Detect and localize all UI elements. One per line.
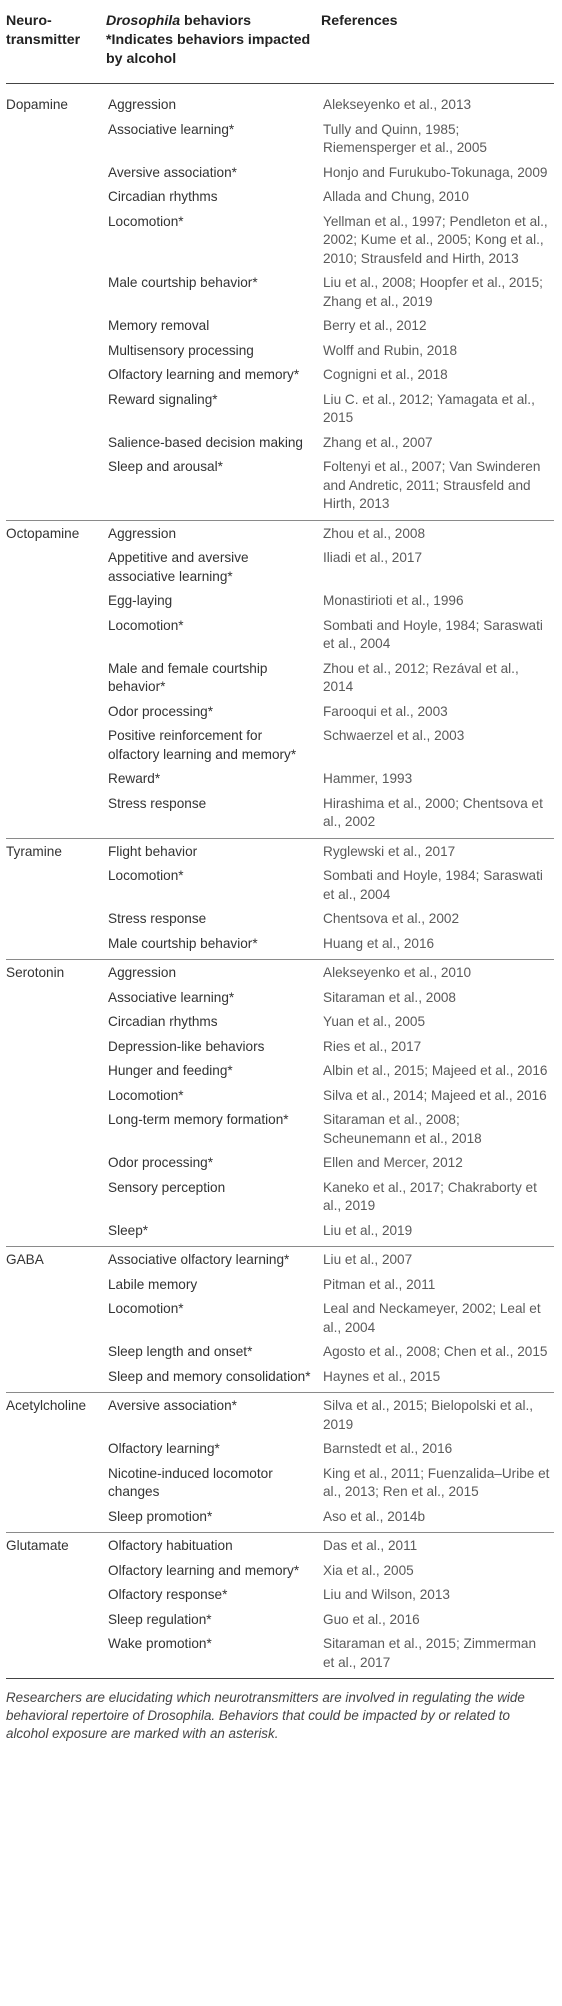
table-row	[6, 1533, 554, 1559]
reference-cell: Cognigni et al., 2018	[323, 367, 448, 382]
neurotransmitter-cell	[6, 1340, 106, 1365]
table-row	[6, 1608, 554, 1633]
table-row	[6, 1297, 554, 1340]
behavior-cell: Male and female courtship behavior*	[108, 660, 268, 694]
neurotransmitter-cell: Serotonin	[6, 965, 65, 980]
reference-cell: Farooqui et al., 2003	[323, 703, 448, 719]
behavior-cell: Sleep length and onset*	[108, 1344, 253, 1359]
neurotransmitter-cell	[6, 1608, 106, 1633]
table-row	[6, 1151, 554, 1176]
reference-cell: Liu C. et al., 2012; Yamagata et al., 2015	[323, 391, 535, 425]
table-row	[6, 1437, 554, 1462]
reference-cell: Liu et al., 2007	[323, 1252, 413, 1267]
table-row	[6, 1505, 554, 1533]
behavior-cell: Egg-laying	[108, 593, 173, 608]
reference-cell: Iliadi et al., 2017	[323, 550, 422, 565]
neurotransmitter-cell: Octopamine	[6, 525, 80, 541]
reference-cell: Xia et al., 2005	[323, 1562, 414, 1578]
neurotransmitter-cell	[6, 864, 106, 907]
neurotransmitter-cell	[6, 161, 106, 186]
behavior-cell: Locomotion*	[108, 1301, 184, 1316]
neurotransmitter-cell	[6, 1583, 106, 1608]
behavior-cell: Olfactory response*	[108, 1587, 228, 1602]
neurotransmitter-cell	[6, 986, 106, 1011]
table-row	[6, 838, 554, 864]
behavior-cell: Aggression	[108, 525, 177, 541]
table-row	[6, 339, 554, 364]
neurotransmitter-cell	[6, 589, 106, 614]
behavior-cell: Sleep*	[106, 1219, 321, 1247]
reference-cell: King et al., 2011; Fuenzalida–Uribe et al., 2013; Ren et al., 2015	[323, 1465, 550, 1499]
reference-cell: Sombati and Hoyle, 1984; Saraswati et al., 2004	[323, 868, 543, 902]
reference-cell: Huang et al., 2016	[321, 932, 554, 960]
neurotransmitter-cell	[6, 1505, 106, 1533]
neurotransmitter-cell: Glutamate	[6, 1538, 69, 1553]
neurotransmitter-cell	[6, 1151, 106, 1176]
neurotransmitter-cell	[6, 767, 106, 792]
neurotransmitter-cell	[6, 1010, 106, 1035]
header-behaviors	[106, 0, 321, 84]
table-row	[6, 1219, 554, 1247]
neurotransmitter-cell	[6, 271, 106, 314]
table-row	[6, 589, 554, 614]
table-row	[6, 1084, 554, 1109]
reference-cell: Alekseyenko et al., 2013	[323, 97, 472, 112]
table-body	[6, 84, 554, 1679]
reference-cell: Wolff and Rubin, 2018	[323, 342, 458, 358]
reference-cell: Das et al., 2011	[323, 1538, 418, 1553]
behavior-cell: Nicotine-induced locomotor changes	[108, 1465, 273, 1499]
neurotransmitter-behavior-table	[6, 0, 554, 1679]
neurotransmitter-cell	[6, 455, 106, 520]
table-row	[6, 431, 554, 456]
reference-cell: Liu and Wilson, 2013	[323, 1587, 450, 1602]
behavior-cell: Salience-based decision making	[108, 434, 303, 450]
neurotransmitter-cell	[6, 1035, 106, 1060]
reference-cell: Allada and Chung, 2010	[323, 189, 469, 204]
reference-cell: Sitaraman et al., 2008; Scheunemann et al., 2018	[323, 1112, 482, 1146]
neurotransmitter-cell	[6, 907, 106, 932]
neurotransmitter-cell	[6, 210, 106, 272]
neurotransmitter-cell	[6, 388, 106, 431]
behavior-cell: Positive reinforcement for olfactory learning and memory*	[108, 728, 297, 762]
table-row	[6, 1010, 554, 1035]
reference-cell: Sitaraman et al., 2015; Zimmerman et al., 2017	[321, 1632, 554, 1679]
table-row	[6, 118, 554, 161]
table-row	[6, 84, 554, 118]
table-row	[6, 1393, 554, 1438]
header-row	[6, 0, 554, 84]
behavior-cell: Reward signaling*	[108, 391, 218, 407]
neurotransmitter-cell	[6, 1437, 106, 1462]
reference-cell: Foltenyi et al., 2007; Van Swinderen and Andretic, 2011; Strausfeld and Hirth, 2013	[321, 455, 554, 520]
table-row	[6, 724, 554, 767]
reference-cell: Chentsova et al., 2002	[323, 911, 460, 926]
behavior-cell: Olfactory learning and memory*	[108, 1562, 300, 1578]
behavior-cell: Sleep and arousal*	[106, 455, 321, 520]
neurotransmitter-cell	[6, 1273, 106, 1298]
table-row	[6, 1273, 554, 1298]
behavior-cell: Labile memory	[108, 1276, 198, 1292]
neurotransmitter-cell	[6, 1084, 106, 1109]
reference-cell: Aso et al., 2014b	[321, 1505, 554, 1533]
behavior-cell: Stress response	[106, 792, 321, 839]
footnote-text: Researchers are elucidating which neurotransmitters are involved in regulating the wide behavioral repertoire of Drosophila. Behaviors that could be impacted by or related to alcohol exposure are marked with an asterisk.	[6, 1690, 525, 1741]
reference-cell: Sitaraman et al., 2008	[323, 989, 456, 1005]
reference-cell: Zhou et al., 2008	[323, 525, 426, 541]
neurotransmitter-cell	[6, 1297, 106, 1340]
table-row	[6, 271, 554, 314]
behavior-cell: Stress response	[108, 911, 207, 926]
table-footnote	[6, 1679, 554, 1743]
behavior-cell: Wake promotion*	[106, 1632, 321, 1679]
table-row	[6, 1632, 554, 1679]
table-row	[6, 1559, 554, 1584]
neurotransmitter-cell	[6, 363, 106, 388]
behavior-cell: Long-term memory formation*	[108, 1112, 289, 1127]
table-row	[6, 161, 554, 186]
table-row	[6, 1108, 554, 1151]
neurotransmitter-cell	[6, 1365, 106, 1393]
reference-cell: Ries et al., 2017	[323, 1038, 422, 1054]
reference-cell: Hirashima et al., 2000; Chentsova et al., 2002	[321, 792, 554, 839]
table-row	[6, 363, 554, 388]
reference-cell: Guo et al., 2016	[323, 1611, 420, 1627]
table-row	[6, 455, 554, 520]
behavior-cell: Male courtship behavior*	[106, 932, 321, 960]
behavior-cell: Olfactory learning*	[108, 1441, 220, 1456]
neurotransmitter-cell	[6, 185, 106, 210]
reference-cell: Tully and Quinn, 1985; Riemensperger et al., 2005	[323, 121, 487, 155]
header-references: References	[321, 0, 554, 84]
neurotransmitter-cell	[6, 614, 106, 657]
behavior-cell: Flight behavior	[108, 843, 198, 859]
behavior-cell: Memory removal	[108, 318, 210, 333]
behavior-cell: Sleep promotion*	[106, 1505, 321, 1533]
behavior-cell: Depression-like behaviors	[108, 1038, 265, 1054]
table-row	[6, 864, 554, 907]
table-row	[6, 1035, 554, 1060]
behavior-cell: Olfactory habituation	[108, 1538, 233, 1553]
neurotransmitter-cell	[6, 1632, 106, 1679]
reference-cell: Leal and Neckameyer, 2002; Leal et al., 2004	[323, 1301, 541, 1335]
table-row	[6, 1583, 554, 1608]
behavior-cell: Sensory perception	[108, 1179, 226, 1195]
table-row	[6, 792, 554, 839]
neurotransmitter-cell	[6, 932, 106, 960]
behavior-cell: Multisensory processing	[108, 342, 254, 358]
behavior-cell: Aggression	[108, 965, 177, 980]
reference-cell: Ryglewski et al., 2017	[323, 843, 456, 859]
neurotransmitter-cell	[6, 431, 106, 456]
behavior-cell: Locomotion*	[108, 617, 184, 633]
reference-cell: Monastirioti et al., 1996	[323, 593, 464, 608]
neurotransmitter-cell	[6, 1559, 106, 1584]
table-row	[6, 185, 554, 210]
table-row	[6, 960, 554, 986]
table-row	[6, 314, 554, 339]
header-behaviors-italic: Drosophila	[106, 13, 181, 29]
table-row	[6, 932, 554, 960]
reference-cell: Schwaerzel et al., 2003	[323, 728, 465, 743]
neurotransmitter-cell	[6, 1108, 106, 1151]
neurotransmitter-cell	[6, 546, 106, 589]
behavior-cell: Associative olfactory learning*	[108, 1252, 290, 1267]
reference-cell: Liu et al., 2019	[321, 1219, 554, 1247]
neurotransmitter-cell	[6, 657, 106, 700]
behavior-cell: Associative learning*	[108, 989, 235, 1005]
table-row	[6, 210, 554, 272]
behavior-cell: Olfactory learning and memory*	[108, 367, 300, 382]
reference-cell: Silva et al., 2014; Majeed et al., 2016	[323, 1087, 547, 1103]
reference-cell: Sombati and Hoyle, 1984; Saraswati et al., 2004	[323, 617, 543, 651]
table-row	[6, 546, 554, 589]
behavior-cell: Sleep regulation*	[108, 1611, 212, 1627]
behavior-cell: Circadian rhythms	[108, 189, 218, 204]
neurotransmitter-cell	[6, 724, 106, 767]
reference-cell: Honjo and Furukubo-Tokunaga, 2009	[323, 164, 548, 180]
reference-cell: Hammer, 1993	[323, 771, 413, 786]
neurotransmitter-cell	[6, 700, 106, 725]
table-row	[6, 986, 554, 1011]
reference-cell: Alekseyenko et al., 2010	[323, 965, 472, 980]
behavior-cell: Associative learning*	[108, 121, 235, 137]
table-row	[6, 1176, 554, 1219]
behavior-cell: Aversive association*	[108, 1398, 237, 1413]
neurotransmitter-cell	[6, 118, 106, 161]
reference-cell: Liu et al., 2008; Hoopfer et al., 2015; Zhang et al., 2019	[323, 275, 543, 309]
behavior-cell: Reward*	[108, 771, 161, 786]
table-row	[6, 1462, 554, 1505]
reference-cell: Ellen and Mercer, 2012	[323, 1155, 463, 1170]
neurotransmitter-cell	[6, 1219, 106, 1247]
table-row	[6, 614, 554, 657]
neurotransmitter-cell	[6, 314, 106, 339]
behavior-cell: Odor processing*	[108, 703, 214, 719]
reference-cell: Haynes et al., 2015	[321, 1365, 554, 1393]
neurotransmitter-cell	[6, 1462, 106, 1505]
table-header	[6, 0, 554, 84]
table-row	[6, 700, 554, 725]
reference-cell: Albin et al., 2015; Majeed et al., 2016	[323, 1063, 548, 1078]
behavior-cell: Circadian rhythms	[108, 1014, 218, 1029]
table-row	[6, 657, 554, 700]
neurotransmitter-cell: Acetylcholine	[6, 1398, 87, 1413]
table-row	[6, 1247, 554, 1273]
reference-cell: Kaneko et al., 2017; Chakraborty et al., 2019	[323, 1179, 537, 1213]
reference-cell: Yuan et al., 2005	[323, 1014, 426, 1029]
header-neurotransmitter: Neuro-transmitter	[6, 0, 106, 84]
table-row	[6, 520, 554, 546]
behavior-cell: Aversive association*	[108, 164, 237, 180]
reference-cell: Zhou et al., 2012; Rezával et al., 2014	[323, 660, 519, 694]
neurotransmitter-cell	[6, 339, 106, 364]
table-row	[6, 1340, 554, 1365]
reference-cell: Zhang et al., 2007	[323, 434, 433, 450]
reference-cell: Silva et al., 2015; Bielopolski et al., 2019	[323, 1398, 534, 1432]
reference-cell: Barnstedt et al., 2016	[323, 1441, 453, 1456]
table-row	[6, 767, 554, 792]
behavior-cell: Aggression	[108, 97, 177, 112]
behavior-cell: Locomotion*	[108, 1087, 184, 1103]
header-behaviors-rest: behaviors *Indicates behaviors impacted by alcohol	[106, 13, 311, 67]
neurotransmitter-cell: Dopamine	[6, 97, 68, 112]
table-row	[6, 1365, 554, 1393]
table-row	[6, 388, 554, 431]
behavior-cell: Sleep and memory consolidation*	[106, 1365, 321, 1393]
reference-cell: Agosto et al., 2008; Chen et al., 2015	[323, 1344, 548, 1359]
behavior-cell: Appetitive and aversive associative learning*	[108, 550, 249, 584]
reference-cell: Pitman et al., 2011	[323, 1276, 436, 1292]
table-row	[6, 907, 554, 932]
behavior-cell: Hunger and feeding*	[108, 1063, 233, 1078]
neurotransmitter-cell	[6, 1059, 106, 1084]
table-row	[6, 1059, 554, 1084]
behavior-cell: Locomotion*	[108, 213, 184, 229]
neurotransmitter-cell: GABA	[6, 1252, 44, 1267]
behavior-cell: Male courtship behavior*	[108, 275, 258, 290]
neurotransmitter-cell	[6, 792, 106, 839]
neurotransmitter-cell	[6, 1176, 106, 1219]
behavior-cell: Locomotion*	[108, 868, 184, 883]
reference-cell: Yellman et al., 1997; Pendleton et al., 2002; Kume et al., 2005; Kong et al., 2010; Strausfeld and Hirth, 2013	[323, 213, 548, 266]
neurotransmitter-cell: Tyramine	[6, 843, 62, 859]
reference-cell: Berry et al., 2012	[323, 318, 427, 333]
behavior-cell: Odor processing*	[108, 1155, 214, 1170]
